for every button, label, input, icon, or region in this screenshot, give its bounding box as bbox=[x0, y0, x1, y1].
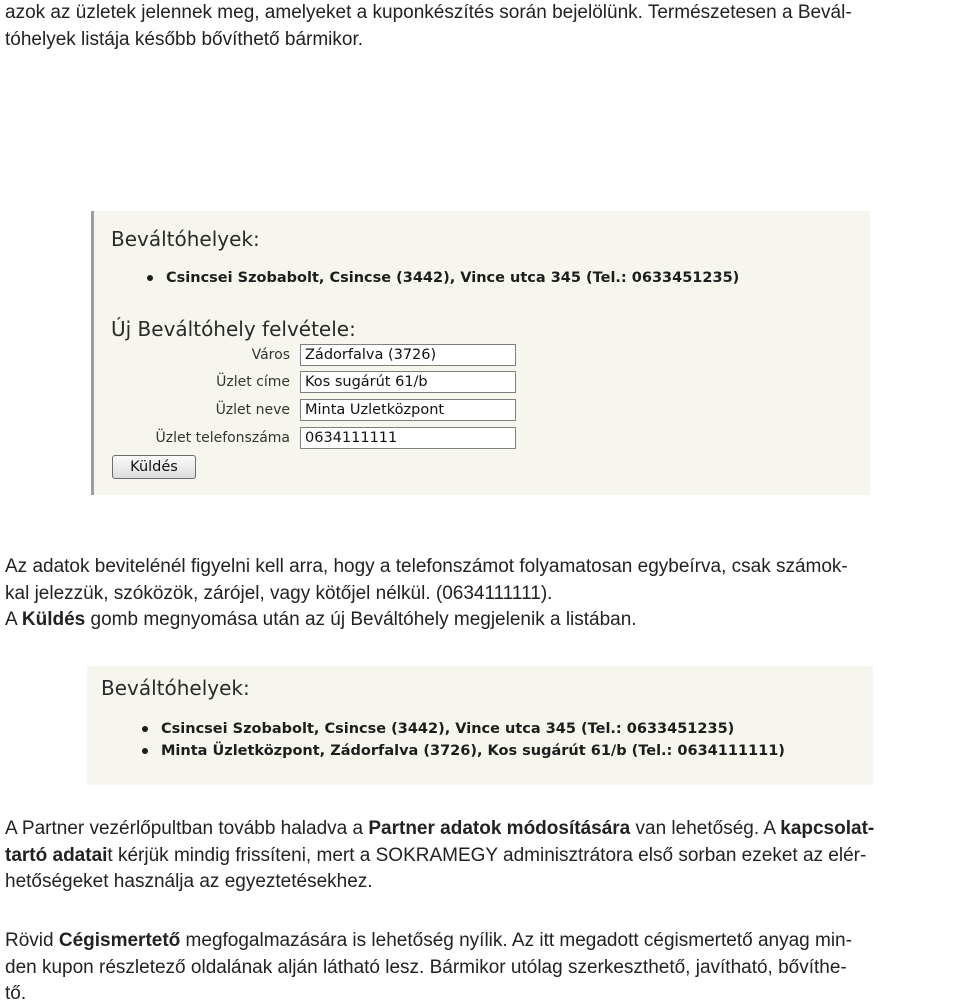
phone-field[interactable] bbox=[300, 427, 516, 449]
screenshot-updated-list bbox=[87, 666, 873, 785]
para3-line-2: tartó adatait kérjük mindig frissíteni, mert a SOKRAMEGY adminisztrátora első sorban ezeket az elér- bbox=[5, 844, 867, 866]
redemption-places-heading: Beváltóhelyek: bbox=[101, 676, 250, 700]
address-field[interactable] bbox=[300, 371, 516, 393]
para3-line-1: A Partner vezérlőpultban tovább haladva a Partner adatok módosítására van lehetőség. A kapcsolat- bbox=[5, 818, 875, 839]
city-field[interactable] bbox=[300, 344, 516, 366]
intro-paragraph bbox=[5, 0, 955, 53]
redemption-places-list bbox=[139, 718, 785, 762]
intro-line-2: tóhelyek listája később bővíthető bármikor. bbox=[5, 28, 364, 50]
name-row bbox=[94, 398, 290, 422]
list-item: Csincsei Szobabolt, Csincse (3442), Vince utca 345 (Tel.: 0633451235) bbox=[144, 267, 739, 289]
partner-data-paragraph bbox=[5, 816, 955, 896]
para4-line-3: tő. bbox=[5, 983, 27, 1004]
submit-button[interactable]: Küldés bbox=[112, 455, 196, 479]
city-label: Város bbox=[251, 347, 290, 363]
redemption-places-heading: Beváltóhelyek: bbox=[111, 227, 260, 251]
name-field[interactable] bbox=[300, 399, 516, 421]
new-redemption-heading: Új Beváltóhely felvétele: bbox=[111, 317, 356, 341]
phone-instructions-paragraph bbox=[5, 554, 955, 634]
phone-label: Üzlet telefonszáma bbox=[155, 430, 290, 446]
para2-line-2: kal jelezzük, szóközök, zárójel, vagy kötőjel nélkül. (0634111111). bbox=[5, 582, 553, 604]
para4-line-1: Rövid Cégismertető megfogalmazására is lehetőség nyílik. Az itt megadott cégismertető anyag min- bbox=[5, 930, 852, 951]
city-row bbox=[94, 343, 290, 367]
bullet-icon bbox=[142, 748, 148, 754]
screenshot-new-redemption-form bbox=[91, 211, 870, 495]
name-label: Üzlet neve bbox=[215, 402, 290, 418]
company-description-paragraph bbox=[5, 928, 955, 1008]
para4-line-2: den kupon részletező oldalának alján látható lesz. Bármikor utólag szerkeszthető, javítható, bővíthe- bbox=[5, 956, 847, 978]
phone-row bbox=[94, 426, 290, 450]
intro-line-1: azok az üzletek jelennek meg, amelyeket a kuponkészítés során bejelölünk. Természetesen a Bevál- bbox=[5, 2, 852, 23]
bullet-icon bbox=[147, 275, 153, 281]
list-item: Minta Üzletközpont, Zádorfalva (3726), Kos sugárút 61/b (Tel.: 0634111111) bbox=[139, 740, 785, 762]
redemption-places-list bbox=[144, 267, 739, 289]
address-label: Üzlet címe bbox=[216, 374, 290, 390]
para3-line-3: hetőségeket használja az egyeztetésekhez. bbox=[5, 871, 373, 892]
para2-line-3: A Küldés gomb megnyomása után az új Beváltóhely megjelenik a listában. bbox=[5, 609, 637, 630]
address-row bbox=[94, 370, 290, 394]
para2-line-1: Az adatok bevitelénél figyelni kell arra, hogy a telefonszámot folyamatosan egybeírva, csak számok- bbox=[5, 556, 848, 577]
bullet-icon bbox=[142, 726, 148, 732]
list-item: Csincsei Szobabolt, Csincse (3442), Vince utca 345 (Tel.: 0633451235) bbox=[139, 718, 785, 740]
